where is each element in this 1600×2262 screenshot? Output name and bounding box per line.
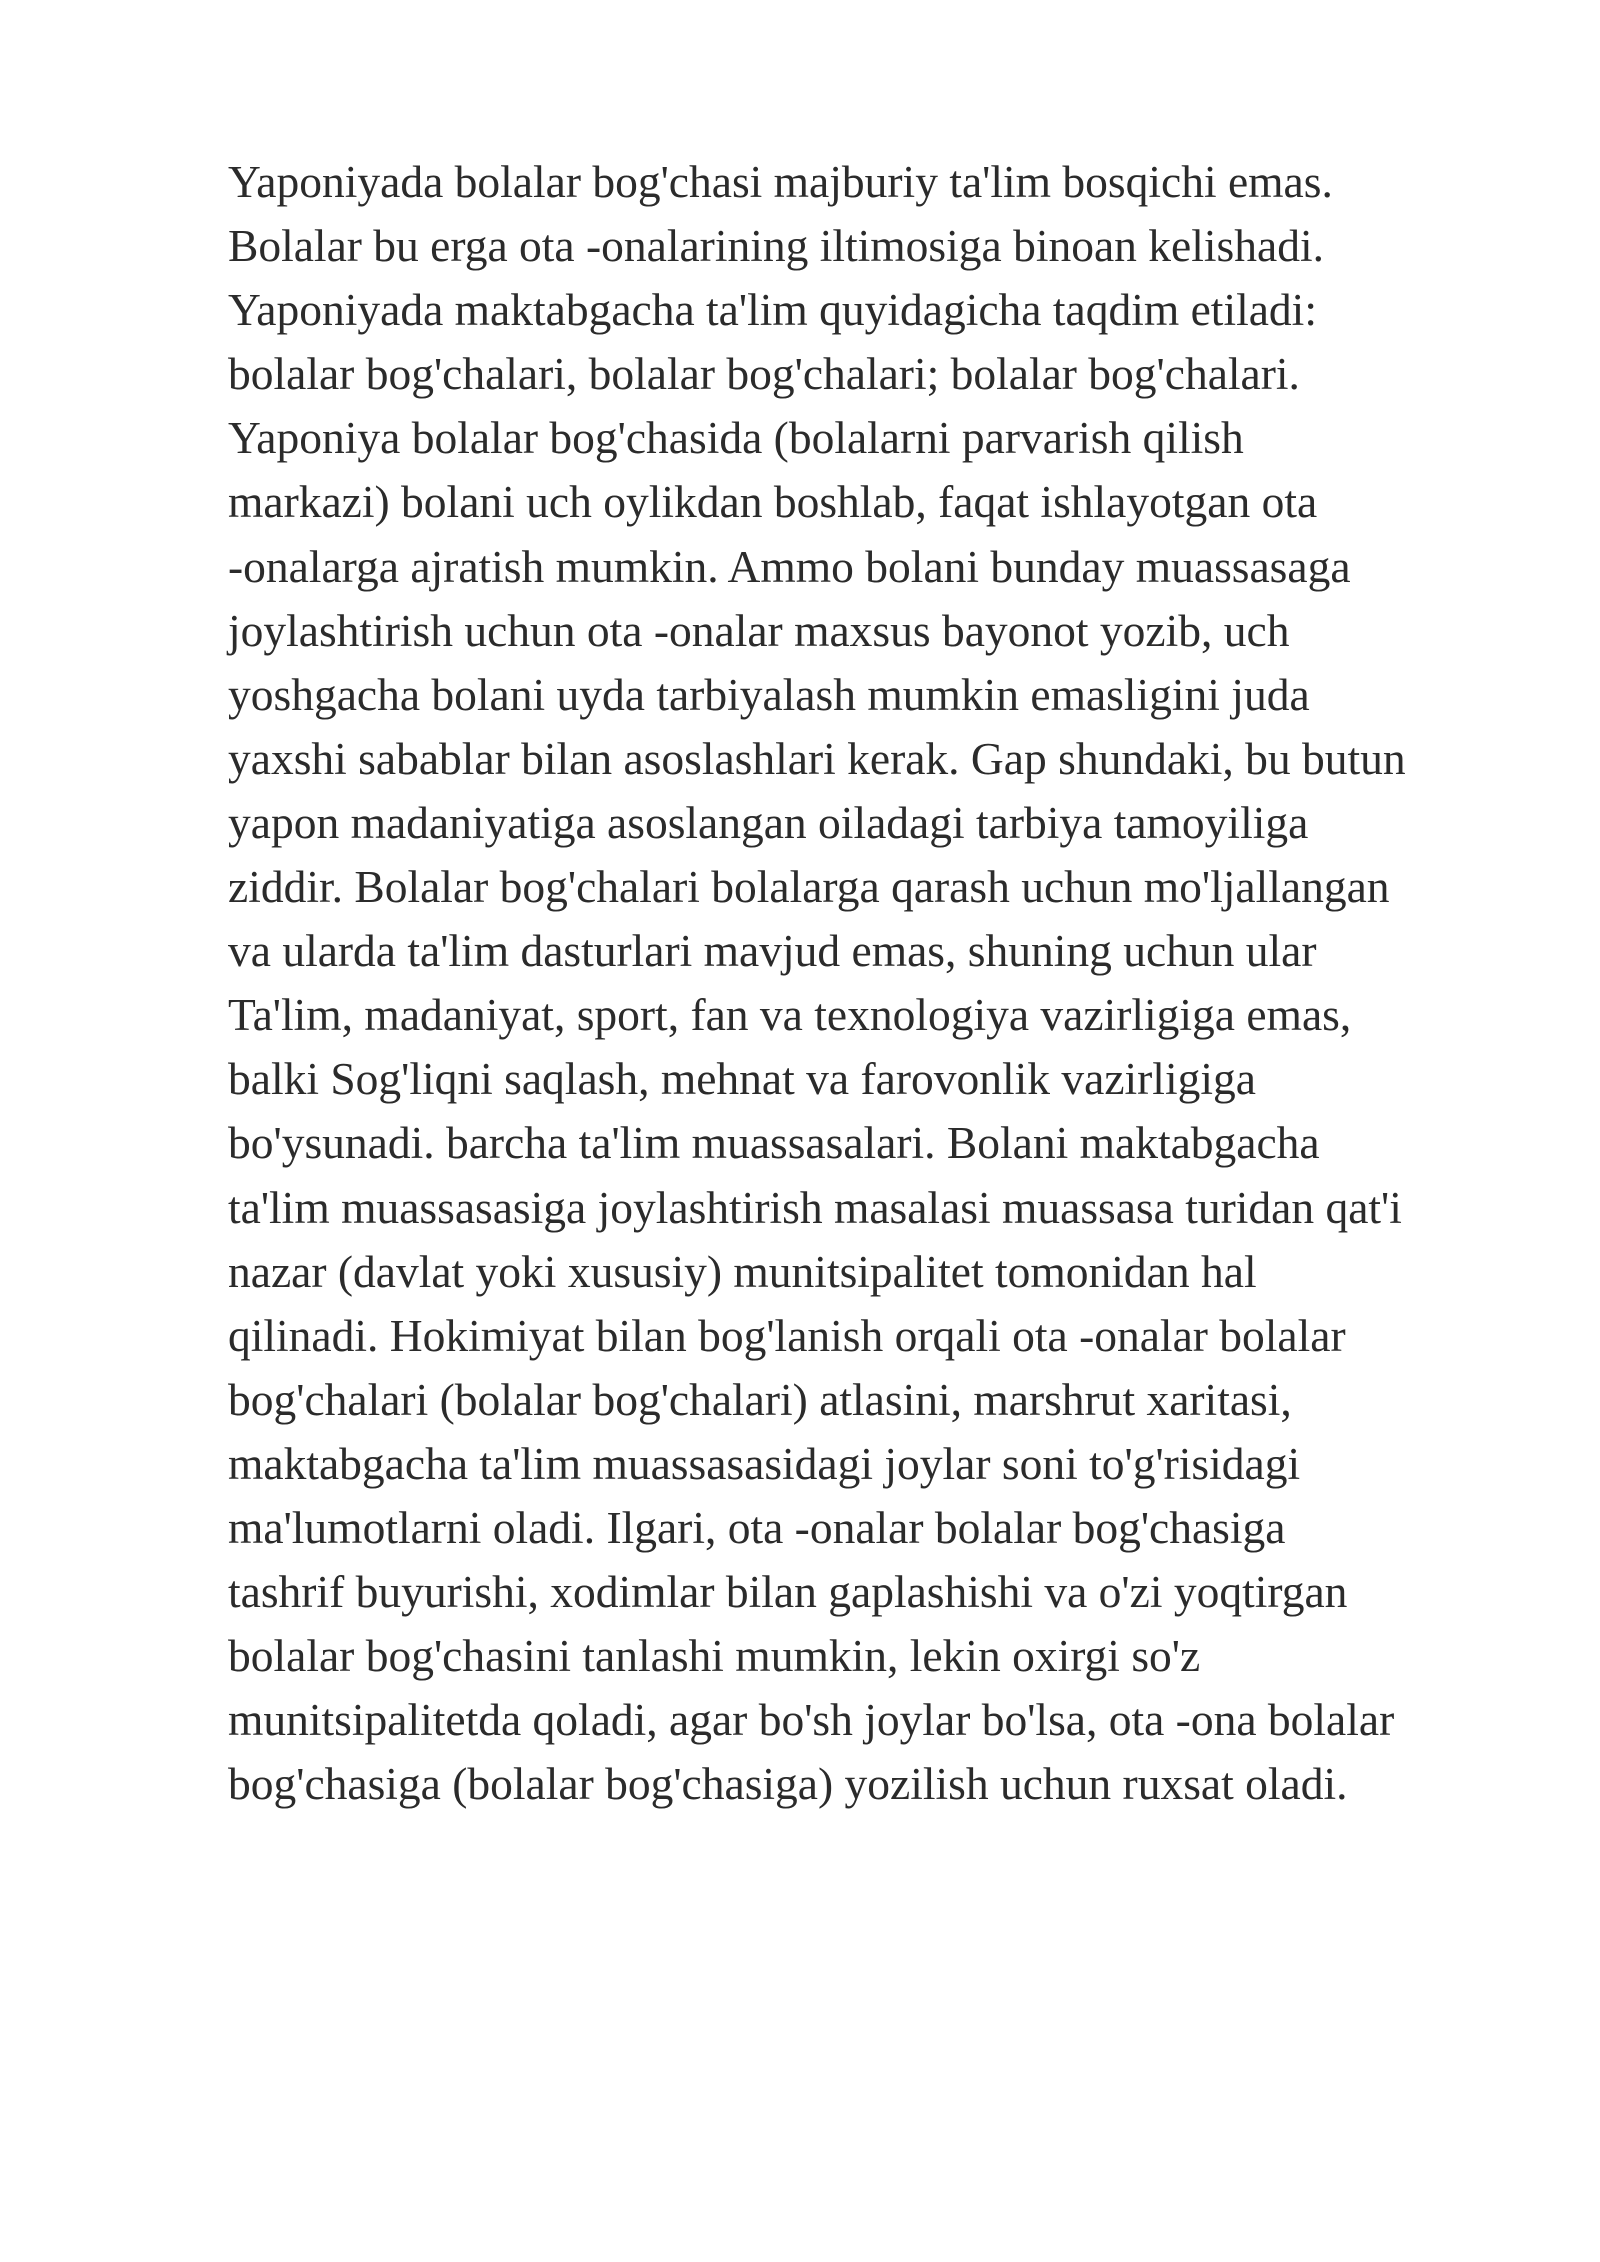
text-line: tashrif buyurishi, xodimlar bilan gaplashishi va o'zi yoqtirgan (228, 1566, 1348, 1618)
text-line: Bolalar bu erga ota -onalarining iltimosiga binoan kelishadi. (228, 220, 1324, 272)
text-line: bolalar bog'chalari, bolalar bog'chalari; bolalar bog'chalari. (228, 348, 1300, 400)
text-line: yapon madaniyatiga asoslangan oiladagi tarbiya tamoyiliga (228, 796, 1309, 848)
text-line: joylashtirish uchun ota -onalar maxsus bayonot yozib, uch (228, 604, 1290, 656)
text-line: maktabgacha ta'lim muassasasidagi joylar soni to'g'risidagi (228, 1437, 1301, 1489)
text-line: Yaponiyada maktabgacha ta'lim quyidagicha taqdim etiladi: (228, 284, 1317, 336)
text-line: -onalarga ajratish mumkin. Ammo bolani bunday muassasaga (228, 540, 1351, 592)
text-line: bo'ysunadi. barcha ta'lim muassasalari. Bolani maktabgacha (228, 1117, 1320, 1169)
text-line: bolalar bog'chasini tanlashi mumkin, lekin oxirgi so'z (228, 1630, 1201, 1682)
text-line: ta'lim muassasasiga joylashtirish masalasi muassasa turidan qat'i (228, 1181, 1402, 1233)
text-line: ma'lumotlarni oladi. Ilgari, ota -onalar bolalar bog'chasiga (228, 1501, 1286, 1553)
text-line: markazi) bolani uch oylikdan boshlab, faqat ishlayotgan ota (228, 476, 1318, 528)
text-line: qilinadi. Hokimiyat bilan bog'lanish orqali ota -onalar bolalar (228, 1309, 1346, 1361)
text-line: ziddir. Bolalar bog'chalari bolalarga qarash uchun mo'ljallangan (228, 861, 1390, 913)
text-line: bog'chalari (bolalar bog'chalari) atlasini, marshrut xaritasi, (228, 1373, 1292, 1425)
text-line: Ta'lim, madaniyat, sport, fan va texnologiya vazirligiga emas, (228, 989, 1352, 1041)
text-line: munitsipalitetda qoladi, agar bo'sh joylar bo'lsa, ota -ona bolalar (228, 1694, 1395, 1746)
text-line: yoshgacha bolani uyda tarbiyalash mumkin emasligini juda (228, 668, 1310, 720)
text-line: nazar (davlat yoki xususiy) munitsipalitet tomonidan hal (228, 1245, 1257, 1297)
text-line: va ularda ta'lim dasturlari mavjud emas, shuning uchun ular (228, 925, 1317, 977)
text-line: Yaponiya bolalar bog'chasida (bolalarni parvarish qilish (228, 412, 1244, 464)
text-line: Yaponiyada bolalar bog'chasi majburiy ta'lim bosqichi emas. (228, 156, 1333, 207)
text-line: balki Sog'liqni saqlash, mehnat va farovonlik vazirligiga (228, 1053, 1256, 1105)
text-line: bog'chasiga (bolalar bog'chasiga) yozilish uchun ruxsat oladi. (228, 1758, 1348, 1810)
text-line: yaxshi sabablar bilan asoslashlari kerak. Gap shundaki, bu butun (228, 732, 1406, 784)
body-paragraph (228, 150, 1528, 1816)
